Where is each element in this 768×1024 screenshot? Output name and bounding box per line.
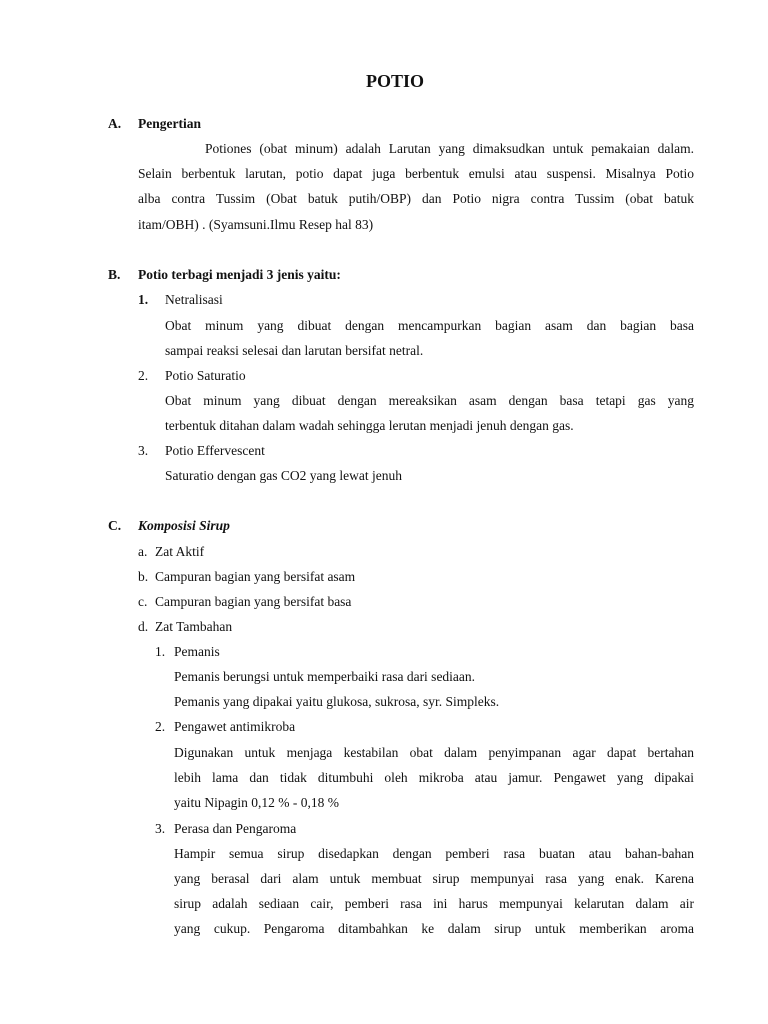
section-a-heading: Pengertian: [138, 116, 201, 131]
section-b-item-title: Potio Effervescent: [165, 443, 265, 458]
section-b-item-number: 3.: [138, 443, 149, 458]
sub-item-line: yaitu Nipagin 0,12 % - 0,18 %: [174, 795, 339, 810]
section-b-item-line: Obat minum yang dibuat dengan mereaksikan asam dengan basa tetapi gas yang: [165, 393, 694, 408]
section-a-line: Potiones (obat minum) adalah Larutan yang dimaksudkan untuk pemakaian dalam.: [205, 141, 694, 156]
section-b-item-line: terbentuk ditahan dalam wadah sehingga lerutan menjadi jenuh dengan gas.: [165, 418, 574, 433]
sub-item-line: yang cukup. Pengaroma ditambahkan ke dalam sirup untuk memberikan aroma: [174, 921, 694, 936]
sub-item-number: 3.: [155, 821, 166, 836]
section-a-line: Selain berbentuk larutan, potio dapat juga berbentuk emulsi atau suspensi. Misalnya Potio: [138, 166, 694, 181]
section-b-item-title: Potio Saturatio: [165, 368, 246, 383]
section-b-item-title: Netralisasi: [165, 292, 223, 307]
section-b-item-number: 2.: [138, 368, 149, 383]
section-c-heading: Komposisi Sirup: [138, 518, 230, 533]
page-title: POTIO: [366, 71, 425, 91]
section-a-line: itam/OBH) . (Syamsuni.Ilmu Resep hal 83): [138, 217, 374, 232]
section-c-item-text: Campuran bagian yang bersifat asam: [155, 569, 356, 584]
section-c-item-letter: c.: [138, 594, 148, 609]
section-c-letter: C.: [108, 518, 122, 533]
section-b-item-line: sampai reaksi selesai dan larutan bersifat netral.: [165, 343, 424, 358]
section-b-heading: Potio terbagi menjadi 3 jenis yaitu:: [138, 267, 341, 282]
sub-item-line: lebih lama dan tidak ditumbuhi oleh mikroba atau jamur. Pengawet yang dipakai: [174, 770, 694, 785]
section-a-line: alba contra Tussim (Obat batuk putih/OBP) dan Potio nigra contra Tussim (obat batuk: [138, 191, 694, 206]
sub-item-title: Pemanis: [174, 644, 220, 659]
section-c-item-letter: a.: [138, 544, 148, 559]
sub-item-line: yang berasal dari alam untuk membuat sirup mempunyai rasa yang enak. Karena: [174, 871, 694, 886]
section-a-letter: A.: [108, 116, 122, 131]
sub-item-line: Hampir semua sirup disedapkan dengan pemberi rasa buatan atau bahan-bahan: [174, 846, 694, 861]
section-c-item-letter: b.: [138, 569, 149, 584]
section-b-item-number: 1.: [138, 292, 149, 307]
section-c-item-text: Zat Tambahan: [155, 619, 233, 634]
sub-item-line: Pemanis yang dipakai yaitu glukosa, sukrosa, syr. Simpleks.: [174, 694, 500, 709]
sub-item-title: Perasa dan Pengaroma: [174, 821, 297, 836]
sub-item-line: Digunakan untuk menjaga kestabilan obat dalam penyimpanan agar dapat bertahan: [174, 745, 694, 760]
sub-item-line: Pemanis berungsi untuk memperbaiki rasa dari sediaan.: [174, 669, 476, 684]
section-c-item-text: Zat Aktif: [155, 544, 205, 559]
sub-item-number: 1.: [155, 644, 166, 659]
sub-item-line: sirup adalah sediaan cair, pemberi rasa ini harus mempunyai kelarutan dalam air: [174, 896, 694, 911]
section-c-item-text: Campuran bagian yang bersifat basa: [155, 594, 352, 609]
section-c-item-letter: d.: [138, 619, 149, 634]
section-b-letter: B.: [108, 267, 121, 282]
sub-item-number: 2.: [155, 719, 166, 734]
section-b-item-line: Obat minum yang dibuat dengan mencampurkan bagian asam dan bagian basa: [165, 318, 694, 333]
sub-item-title: Pengawet antimikroba: [174, 719, 296, 734]
section-b-item-line: Saturatio dengan gas CO2 yang lewat jenuh: [165, 468, 402, 483]
